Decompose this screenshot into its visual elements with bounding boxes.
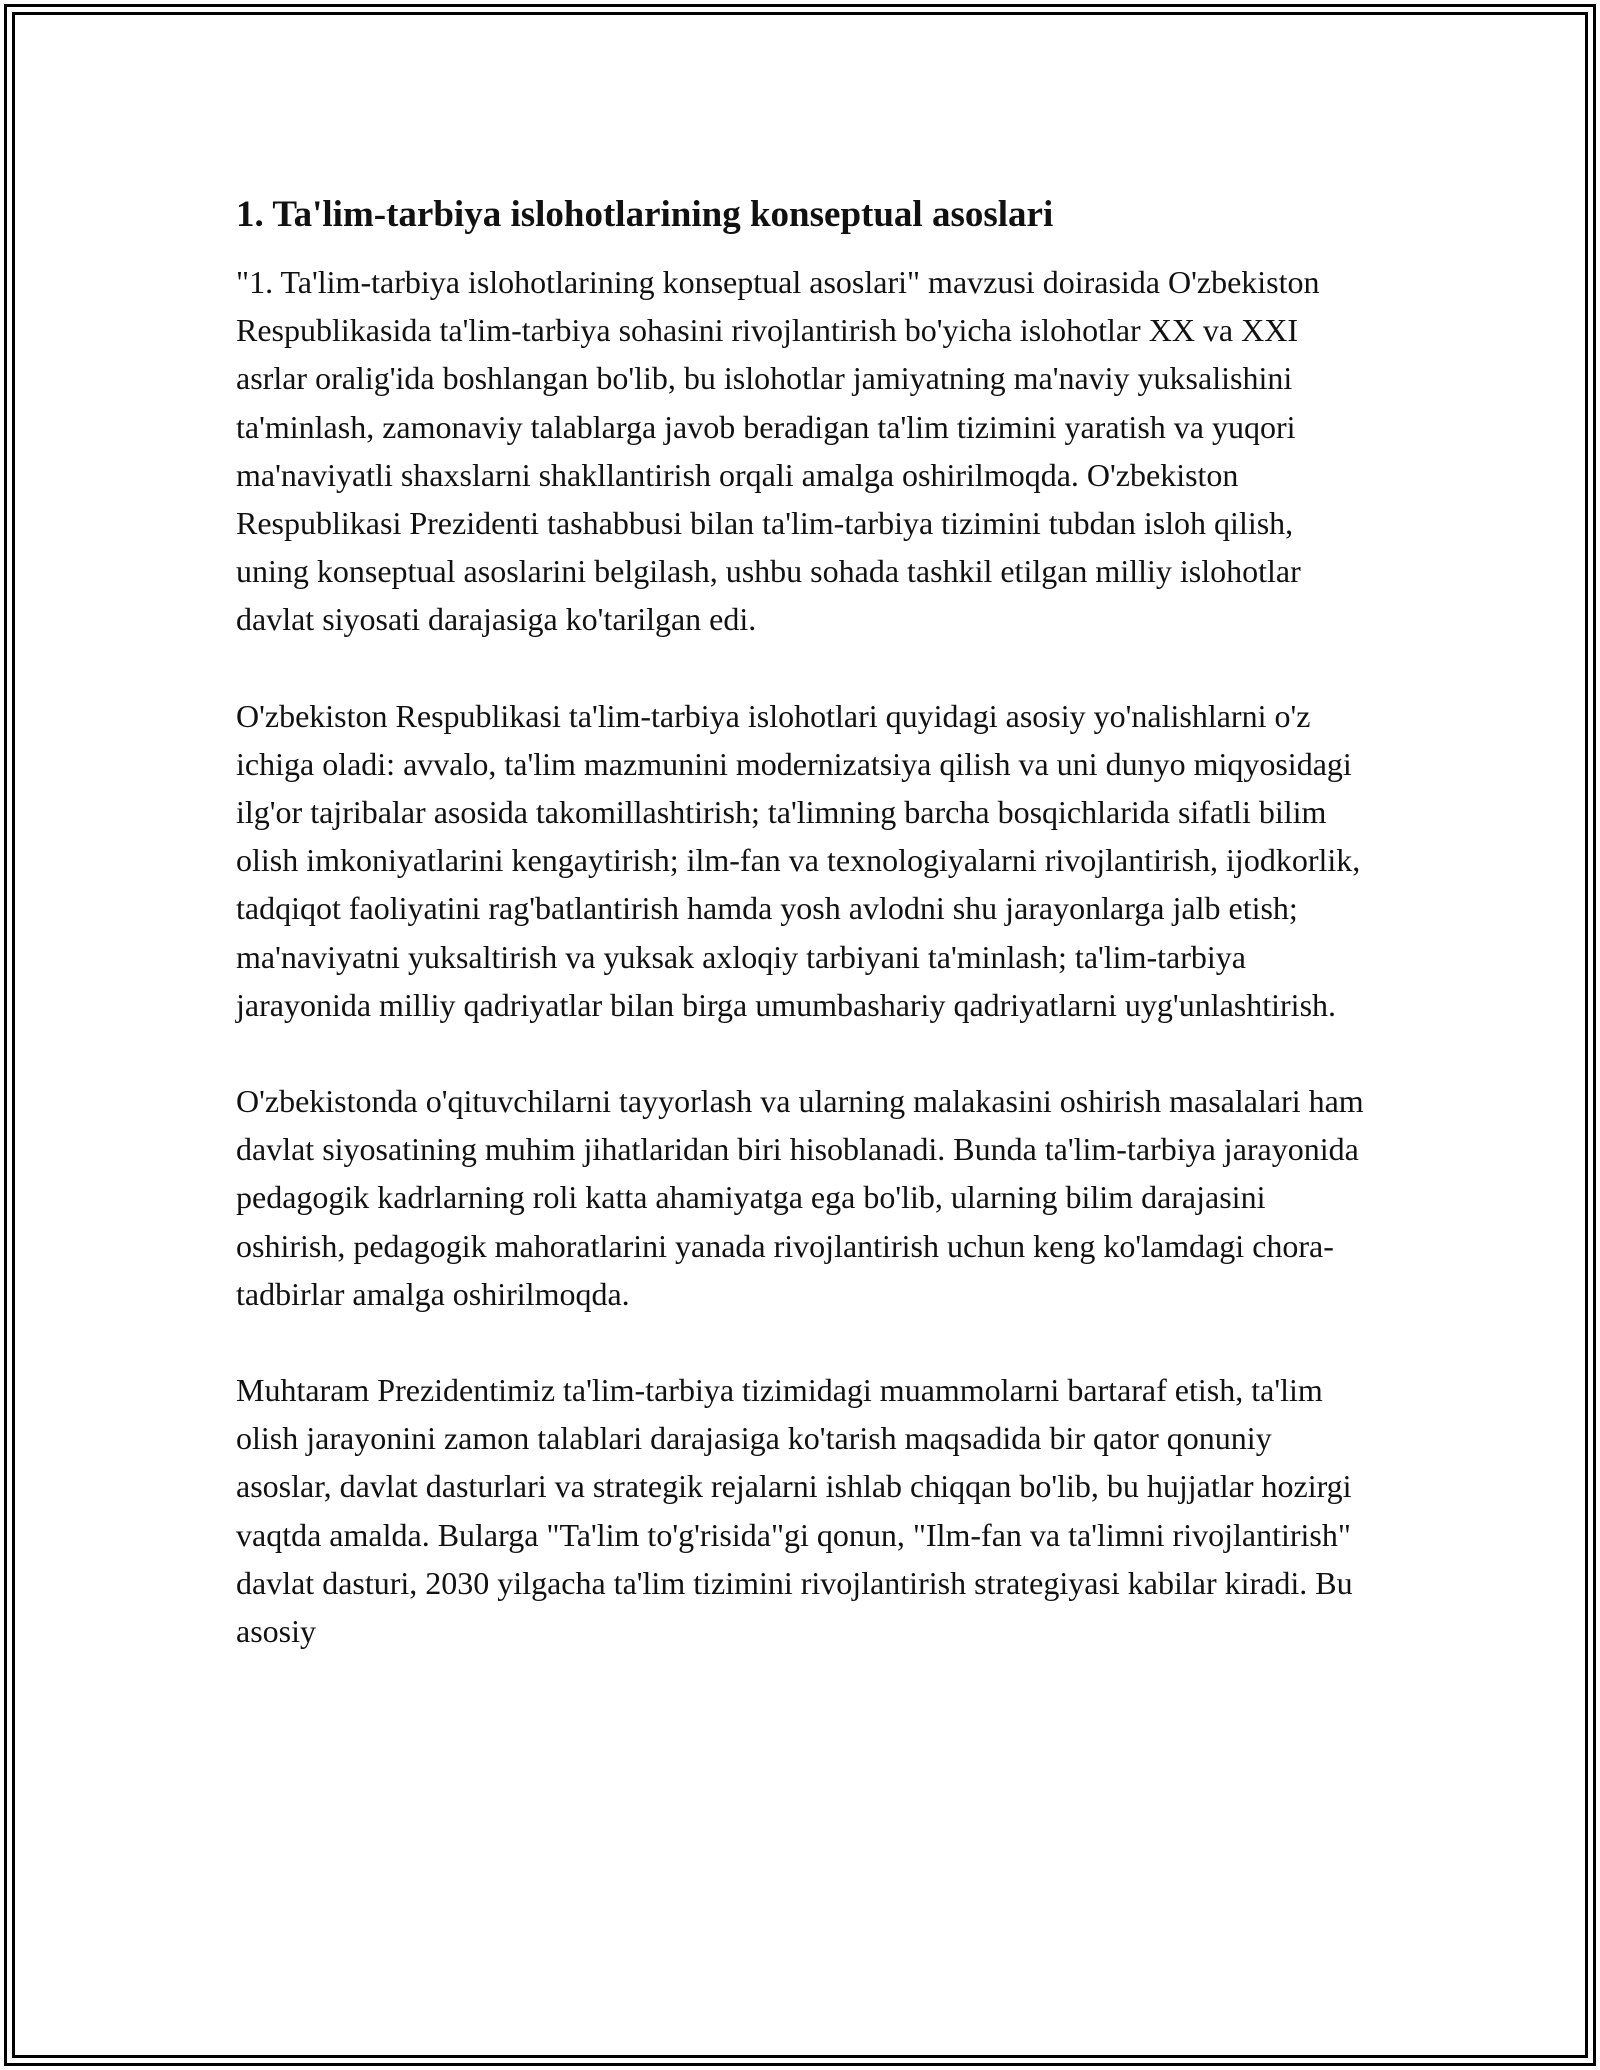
paragraph-1: "1. Ta'lim-tarbiya islohotlarining konseptual asoslari" mavzusi doirasida O'zbekiston Respublikasida ta'lim-tarbiya sohasini rivojlantirish bo'yicha islohotlar XX va XXI asrlar oralig'ida boshlangan bo'lib, bu islohotlar jamiyatning ma'naviy yuksalishini ta'minlash, zamonaviy talablarga javob beradigan ta'lim tizimini yaratish va yuqori ma'naviyatli shaxslarni shakllantirish orqali amalga oshirilmoqda. O'zbekiston Respublikasi Prezidenti tashabbusi bilan ta'lim-tarbiya tizimini tubdan isloh qilish, uning konseptual asoslarini belgilash, ushbu sohada tashkil etilgan milliy islohotlar davlat siyosati darajasiga ko'tarilgan edi. <box>236 264 1320 638</box>
paragraph-4: Muhtaram Prezidentimiz ta'lim-tarbiya tizimidagi muammolarni bartaraf etish, ta'lim olish jarayonini zamon talablari darajasiga ko'tarish maqsadida bir qator qonuniy asoslar, davlat dasturlari va strategik rejalarni ishlab chiqqan bo'lib, bu hujjatlar hozirgi vaqtda amalda. Bularga "Ta'lim to'g'risida"gi qonun, "Ilm-fan va ta'limni rivojlantirish" davlat dasturi, 2030 yilgacha ta'lim tizimini rivojlantirish strategiyasi kabilar kiradi. Bu asosiy <box>236 1372 1353 1650</box>
document-title: 1. Ta'lim-tarbiya islohotlarining konseptual asoslari <box>236 194 1054 235</box>
paragraph-2: O'zbekiston Respublikasi ta'lim-tarbiya islohotlari quyidagi asosiy yo'nalishlarni o'z ichiga oladi: avvalo, ta'lim mazmunini modernizatsiya qilish va uni dunyo miqyosidagi ilg'or tajribalar asosida takomillashtirish; ta'limning barcha bosqichlarida sifatli bilim olish imkoniyatlarini kengaytirish; ilm-fan va texnologiyalarni rivojlantirish, ijodkorlik, tadqiqot faoliyatini rag'batlantirish hamda yosh avlodni shu jarayonlarga jalb etish; ma'naviyatni yuksaltirish va yuksak axloqiy tarbiyani ta'minlash; ta'lim-tarbiya jarayonida milliy qadriyatlar bilan birga umumbashariy qadriyatlarni uyg'unlashtirish. <box>236 697 1361 1023</box>
document-body <box>236 190 1366 1703</box>
paragraph-3: O'zbekistonda o'qituvchilarni tayyorlash va ularning malakasini oshirish masalalari ham davlat siyosatining muhim jihatlaridan biri hisoblanadi. Bunda ta'lim-tarbiya jarayonida pedagogik kadrlarning roli katta ahamiyatga ega bo'lib, ularning bilim darajasini oshirish, pedagogik mahoratlarini yanada rivojlantirish uchun keng ko'lamdagi chora-tadbirlar amalga oshirilmoqda. <box>236 1083 1364 1312</box>
